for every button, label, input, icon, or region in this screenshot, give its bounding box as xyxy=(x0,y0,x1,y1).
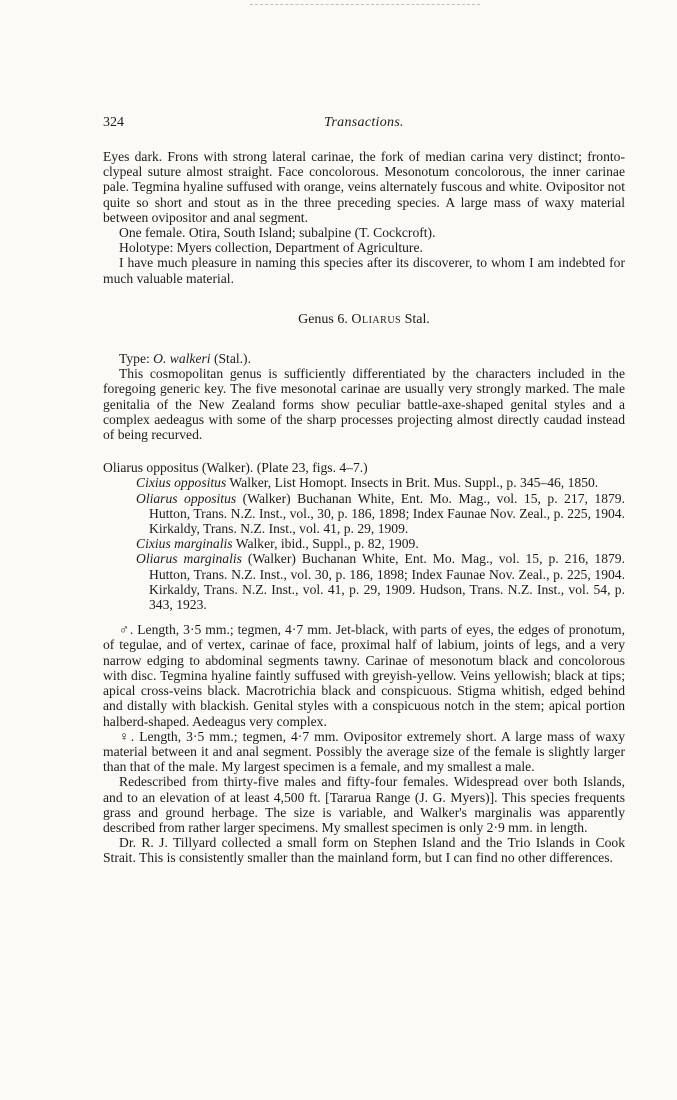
genus-heading: Genus 6. Oliarus Stal. xyxy=(298,311,430,327)
male-description: ♂. Length, 3·5 mm.; tegmen, 4·7 mm. Jet-black, with parts of eyes, the edges of pronotum, of tegulae, and of vertex, carinae of face, proximal half of labium, joints of legs, and a very narrow edging to abdominal segments tawny. Carinae of mesonotum black and concolorous with disc. Tegmina hyaline faintly suffused with greyish-yellow. Veins yellowish; black at tips; apical cross-veins black. Macrotrichia black and conspicuous. Stigma whitish, edged behind and distally with blackish. Genital styles with a conspicuous notch in the stem; apical portion halberd-shaped. Aedeagus very complex. xyxy=(103,622,625,729)
genus-description: This cosmopolitan genus is sufficiently differentiated by the characters included in the foregoing generic key. The five mesonotal carinae are usually very strongly marked. The male genitalia of the New Zealand forms show peculiar battle-axe-shaped genital styles and a complex aedeagus with some of the sharp processes projecting almost directly caudad instead of being recurved. xyxy=(103,366,625,443)
female-description: ♀. Length, 3·5 mm.; tegmen, 4·7 mm. Ovipositor extremely short. A large mass of waxy material between it and anal segment. Possibly the average size of the female is slightly larger than that of the male. My largest specimen is a female, and my smallest a male. xyxy=(103,728,625,775)
page-body xyxy=(103,115,625,866)
citation: Oliarus oppositus (Walker) Buchanan White, Ent. Mo. Mag., vol. 15, p. 217, 1879. Hutton, Trans. N.Z. Inst., vol., 30, p. 186, 1898; Index Faunae Nov. Zeal., p. 225, 1904. Kirkaldy, Trans. N.Z. Inst., vol. 41, p. 29, 1909. xyxy=(136,490,626,537)
species-heading: Oliarus oppositus (Walker). (Plate 23, figs. 4–7.) xyxy=(103,460,368,476)
redescribed-paragraph: Redescribed from thirty-five males and fifty-four females. Widespread over both Islands, and to an elevation of at least 4,500 ft. [Tararua Range (J. G. Myers)]. This species frequents grass and ground herbage. The size is variable, and Walker's marginalis was apparently described from rather larger specimens. My smallest specimen is only 2·9 mm. in length. xyxy=(103,774,625,835)
running-header xyxy=(103,115,625,137)
holotype-line: Holotype: Myers collection, Department of Agriculture. xyxy=(119,240,423,256)
tillyard-paragraph: Dr. R. J. Tillyard collected a small form on Stephen Island and the Trio Islands in Cook Strait. This is consistently smaller than the mainland form, but I can find no other differences. xyxy=(103,835,625,866)
specimen-line: One female. Otira, South Island; subalpine (T. Cockcroft). xyxy=(119,225,436,241)
dedication-paragraph: I have much pleasure in naming this species after its discoverer, to whom I am indebted for much valuable material. xyxy=(103,255,625,286)
citation: Cixius marginalis Walker, ibid., Suppl., p. 82, 1909. xyxy=(136,536,419,552)
type-line: Type: O. walkeri (Stal.). xyxy=(119,351,251,367)
citation: Oliarus marginalis (Walker) Buchanan White, Ent. Mo. Mag., vol. 15, p. 216, 1879. Hutton, Trans. N.Z. Inst., vol. 30, p. 186, 1898; Index Faunae Nov. Zeal., p. 225, 1904. Kirkaldy, Trans. N.Z. Inst., vol. 41, p. 29, 1909. Hudson, Trans. N.Z. Inst., vol. 54, p. 343, 1923. xyxy=(136,551,625,613)
running-title: Transactions. xyxy=(324,115,404,130)
page-number: 324 xyxy=(103,115,124,130)
intro-paragraph: Eyes dark. Frons with strong lateral carinae, the fork of median carina very distinct; fronto-clypeal suture almost straight. Face concolorous. Mesonotum concolorous, the inner carinae pale. Tegmina hyaline suffused with orange, veins alternately fuscous and white. Ovipositor not quite so short and stout as in the three preceding species. A large mass of waxy material between ovipositor and anal segment. xyxy=(103,149,625,225)
scan-artifact-line xyxy=(250,4,480,6)
citation: Cixius oppositus Walker, List Homopt. Insects in Brit. Mus. Suppl., p. 345–46, 1850. xyxy=(136,475,599,491)
